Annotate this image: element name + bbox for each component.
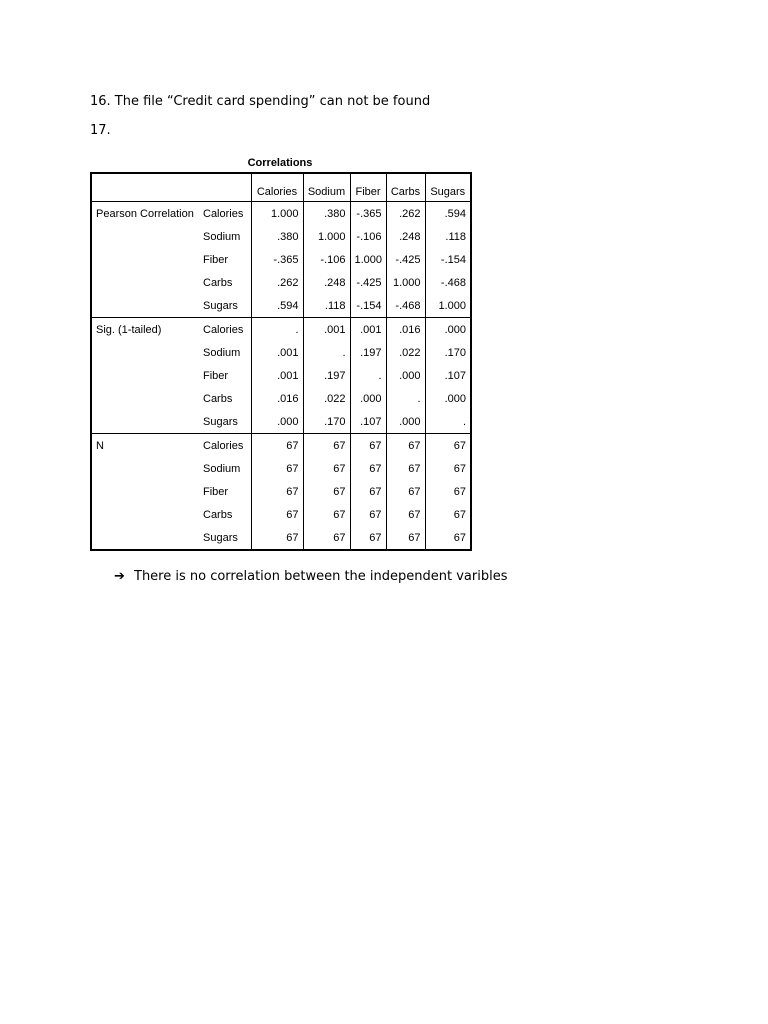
table-cell: -.468 — [425, 271, 471, 294]
table-cell: 67 — [350, 480, 386, 503]
group-label — [91, 364, 199, 387]
table-cell: . — [386, 387, 425, 410]
table-cell: .001 — [251, 364, 303, 387]
table-cell: -.425 — [386, 248, 425, 271]
group-label: Sig. (1-tailed) — [91, 318, 199, 342]
table-cell: 67 — [251, 503, 303, 526]
table-cell: -.468 — [386, 294, 425, 318]
group-label — [91, 503, 199, 526]
table-cell: .248 — [303, 271, 350, 294]
table-cell: .380 — [303, 202, 350, 226]
table-cell: -.365 — [350, 202, 386, 226]
table-cell: 1.000 — [386, 271, 425, 294]
table-cell: .248 — [386, 225, 425, 248]
column-header: Carbs — [386, 173, 425, 202]
table-cell: .001 — [303, 318, 350, 342]
row-variable-label: Sodium — [203, 462, 241, 475]
table-row — [91, 341, 471, 364]
group-label — [91, 294, 199, 318]
table-cell: .022 — [386, 341, 425, 364]
table-cell: .380 — [251, 225, 303, 248]
row-variable-label: Calories — [203, 207, 244, 220]
table-cell: 1.000 — [425, 294, 471, 318]
row-variable-label: Fiber — [203, 253, 229, 266]
row-variable-label: Sugars — [203, 415, 238, 428]
table-cell: .118 — [303, 294, 350, 318]
table-row — [91, 364, 471, 387]
conclusion-line — [114, 569, 507, 584]
table-title: Correlations — [247, 157, 313, 169]
table-cell: .197 — [303, 364, 350, 387]
table-cell: 67 — [350, 457, 386, 480]
table-row — [91, 410, 471, 434]
row-variable-label: Fiber — [203, 485, 229, 498]
group-label — [91, 480, 199, 503]
table-cell: 67 — [425, 434, 471, 458]
table-cell: 1.000 — [303, 225, 350, 248]
group-label: N — [91, 434, 199, 458]
table-row — [91, 434, 471, 458]
table-cell: 67 — [386, 480, 425, 503]
row-variable-label: Fiber — [203, 369, 229, 382]
table-cell: -.365 — [251, 248, 303, 271]
table-cell: 67 — [350, 503, 386, 526]
table-cell: .000 — [425, 318, 471, 342]
table-cell: . — [425, 410, 471, 434]
table-cell: .170 — [425, 341, 471, 364]
table-cell: 67 — [251, 480, 303, 503]
table-cell: 67 — [303, 434, 350, 458]
table-cell: .001 — [350, 318, 386, 342]
column-header: Fiber — [350, 173, 386, 202]
table-cell: .107 — [350, 410, 386, 434]
table-cell: .262 — [251, 271, 303, 294]
group-label — [91, 271, 199, 294]
table-cell: 67 — [425, 526, 471, 550]
group-label — [91, 341, 199, 364]
table-cell: -.154 — [425, 248, 471, 271]
table-row — [91, 387, 471, 410]
table-cell: . — [303, 341, 350, 364]
table-cell: . — [350, 364, 386, 387]
row-variable-label: Sodium — [203, 230, 241, 243]
correlations-table — [90, 172, 472, 551]
table-cell: .000 — [386, 364, 425, 387]
table-cell: 67 — [425, 457, 471, 480]
table-cell: 67 — [251, 434, 303, 458]
column-header: Sugars — [425, 173, 471, 202]
arrow-right-icon: ➔ — [114, 569, 125, 584]
table-cell: 67 — [303, 503, 350, 526]
table-cell: . — [251, 318, 303, 342]
table-cell: .170 — [303, 410, 350, 434]
table-row — [91, 225, 471, 248]
table-cell: 67 — [386, 526, 425, 550]
table-cell: 67 — [251, 526, 303, 550]
table-cell: .022 — [303, 387, 350, 410]
table-cell: 67 — [425, 480, 471, 503]
table-cell: 67 — [350, 526, 386, 550]
table-row — [91, 480, 471, 503]
row-variable-label: Sodium — [203, 346, 241, 359]
group-label — [91, 387, 199, 410]
table-cell: .118 — [425, 225, 471, 248]
table-cell: .001 — [251, 341, 303, 364]
table-row — [91, 457, 471, 480]
group-label — [91, 457, 199, 480]
table-cell: 67 — [386, 434, 425, 458]
table-cell: .016 — [386, 318, 425, 342]
table-cell: .016 — [251, 387, 303, 410]
table-cell: 67 — [251, 457, 303, 480]
column-header: Calories — [251, 173, 303, 202]
table-cell: .594 — [251, 294, 303, 318]
table-cell: 67 — [386, 457, 425, 480]
table-cell: .107 — [425, 364, 471, 387]
table-cell: .000 — [425, 387, 471, 410]
column-header: Sodium — [303, 173, 350, 202]
group-label — [91, 225, 199, 248]
table-row — [91, 318, 471, 342]
table-row — [91, 503, 471, 526]
header-blank-cell — [91, 173, 251, 202]
table-cell: 67 — [425, 503, 471, 526]
group-label — [91, 410, 199, 434]
group-label — [91, 248, 199, 271]
row-variable-label: Calories — [199, 318, 251, 342]
table-cell: .000 — [386, 410, 425, 434]
table-cell: -.154 — [350, 294, 386, 318]
group-label — [91, 526, 199, 550]
table-cell: -.106 — [350, 225, 386, 248]
table-cell: 1.000 — [350, 248, 386, 271]
question-17-label: 17. — [90, 123, 111, 138]
conclusion-text: There is no correlation between the independent varibles — [134, 569, 508, 584]
table-cell: 67 — [386, 503, 425, 526]
table-cell: .000 — [251, 410, 303, 434]
table-cell: .594 — [425, 202, 471, 226]
table-row — [91, 526, 471, 550]
table-cell: 1.000 — [251, 202, 303, 226]
row-variable-label: Carbs — [203, 392, 233, 405]
table-cell: .262 — [386, 202, 425, 226]
table-row — [91, 248, 471, 271]
table-cell: 67 — [303, 526, 350, 550]
row-variable-label: Sugars — [203, 299, 238, 312]
table-cell: .197 — [350, 341, 386, 364]
table-row — [91, 202, 471, 226]
table-cell: 67 — [303, 457, 350, 480]
group-label: Pearson Correlation — [96, 207, 194, 220]
table-cell: .000 — [350, 387, 386, 410]
table-cell: -.425 — [350, 271, 386, 294]
row-variable-label: Sugars — [203, 531, 238, 544]
question-16-text: 16. The file “Credit card spending” can not be found — [90, 94, 431, 109]
table-row — [91, 294, 471, 318]
table-row — [91, 271, 471, 294]
table-header-row — [91, 173, 471, 202]
row-variable-label: Calories — [199, 434, 251, 458]
row-variable-label: Carbs — [203, 276, 233, 289]
table-cell: 67 — [350, 434, 386, 458]
table-body — [91, 202, 471, 551]
row-variable-label: Carbs — [203, 508, 233, 521]
table-cell: -.106 — [303, 248, 350, 271]
table-cell: 67 — [303, 480, 350, 503]
